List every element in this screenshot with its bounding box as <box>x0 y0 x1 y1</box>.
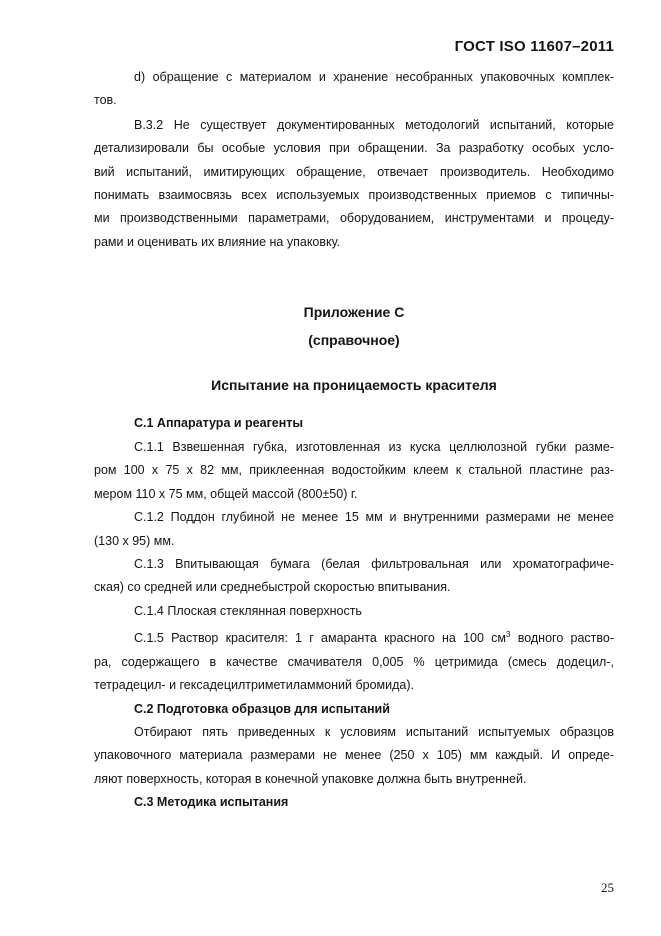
document-header: ГОСТ ISO 11607–2011 <box>454 38 614 55</box>
appendix-heading: Испытание на проницаемость красителя <box>211 377 497 394</box>
text-line: мером 110 х 75 мм, общей массой (800±50) г. <box>94 486 358 501</box>
text-line: детализировали бы особые условия при обращении. За разработку особых усло- <box>94 141 614 156</box>
section-heading: С.2 Подготовка образцов для испытаний <box>134 701 390 716</box>
text-line: ская) со средней или среднебыстрой скоростью впитывания. <box>94 580 451 595</box>
page-number: 25 <box>601 880 614 895</box>
superscript: 3 <box>506 630 511 640</box>
text-line: понимать взаимосвязь всех используемых производственных приемов с типичны- <box>94 188 614 203</box>
section-heading: С.1 Аппаратура и реагенты <box>134 416 304 431</box>
text-line: вий испытаний, имитирующих обращение, отвечает производитель. Необходимо <box>94 164 614 179</box>
text-line <box>94 623 614 651</box>
text-line: рами и оценивать их влияние на упаковку. <box>94 234 341 249</box>
text-line: Отбирают пять приведенных к условиям испытаний испытуемых образцов <box>134 724 614 739</box>
text-line: ми производственными параметрами, оборудованием, инструментами и процеду- <box>94 211 614 226</box>
text-line: ром 100 х 75 х 82 мм, приклеенная водостойким клеем к стальной пластине раз- <box>94 463 614 478</box>
appendix-subtitle: (справочное) <box>308 331 400 348</box>
text-line: тетрадецил- и гексадецилтриметиламмоний бромида). <box>94 678 414 693</box>
section-heading: С.3 Методика испытания <box>134 795 289 810</box>
text-fragment: водного раство- <box>510 631 614 646</box>
text-line: упаковочного материала размерами не менее (250 х 105) мм каждый. И опреде- <box>94 748 614 763</box>
text-line: С.1.3 Впитывающая бумага (белая фильтровальная или хроматографиче- <box>134 556 614 571</box>
text-line: С.1.2 Поддон глубиной не менее 15 мм и внутренними размерами не менее <box>134 510 614 525</box>
document-body <box>94 66 614 815</box>
text-line: ра, содержащего в качестве смачивателя 0,005 % цетримида (смесь додецил-, <box>94 654 614 669</box>
text-line: d) обращение с материалом и хранение несобранных упаковочных комплек- <box>134 70 614 84</box>
text-line: С.1.1 Взвешенная губка, изготовленная из куска целлюлозной губки разме- <box>134 439 614 454</box>
text-line: С.1.4 Плоская стеклянная поверхность <box>134 603 362 618</box>
text-line: B.3.2 Не существует документированных методологий испытаний, которые <box>134 117 614 132</box>
text-line: (130 х 95) мм. <box>94 533 175 548</box>
text-line: ляют поверхность, которая в конечной упаковке должна быть внутренней. <box>94 771 527 786</box>
appendix-title: Приложение С <box>303 304 405 321</box>
text-line: тов. <box>94 93 117 108</box>
text-fragment: С.1.5 Раствор красителя: 1 г амаранта красного на 100 см <box>134 631 507 646</box>
